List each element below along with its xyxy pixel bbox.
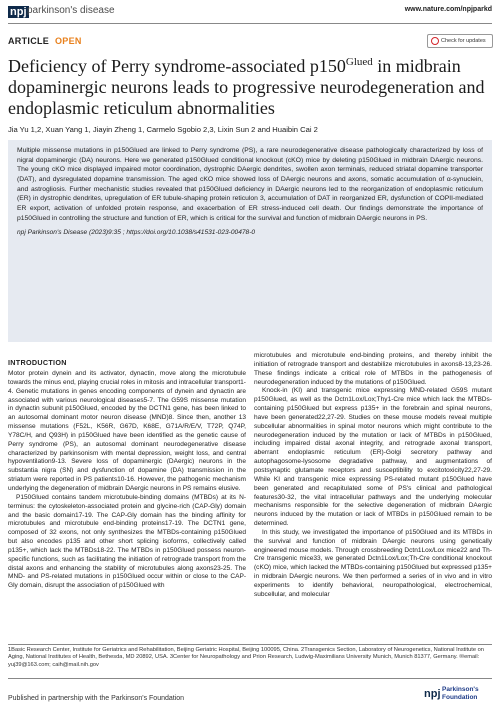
npj-logo[interactable]: npj: [10, 6, 27, 18]
journal-url-link[interactable]: www.nature.com/npjparkd: [404, 6, 492, 13]
check-for-updates-button[interactable]: [427, 34, 493, 48]
abstract-box: [8, 140, 492, 342]
body-column-right: [254, 352, 492, 600]
body-paragraph: Knock-in (KI) and transgenic mice expressing MND-related G59S mutant p150Glued, as well as the Dctn1Lox/Lox;Thy1-Cre mice which lack the MTBDs-containing p150Glued but express p135+ in the forebrain and spinal neurons, have been generated22,27-29. Studies on these mouse models reveal multiple subcellular abnormalities in spinal motor neurons which might contribute to the neurodegeneration induced by the mutation or lack of MTBDs in p150Glued, including impaired distal axonal integrity, and retrograde axonal transport, aberrant endoplasmic reticulum (ER)-Golgi secretory pathway and autophagosome-lysosome degradative pathway, and augmentations of postsynaptic glutamate receptors and susceptibility to excitotoxicity22,27-29. While KI and transgenic mice expressing PS-related mutant p150Glued have been generated and recapitulated some of PS's clinical and pathological features30-32, the vital intracellular pathways and the underlying molecular mechanisms responsible for the selective degeneration of midbrain DAergic neurons induced by the mutation or lack of MTBDs in p150Glued remain to be determined.: [254, 387, 492, 528]
body-paragraph: P150Glued contains tandem microtubule-binding domains (MTBDs) at its N-terminus: the cytoskeleton-associated protein and glycine-rich (CAP-Gly) domain and the basic domain17-19. The CAP-Gly domain has the binding affinity for microtubules and microtubule end-binding proteins17-19. The DCTN1 gene, composed of 32 exons, not only synthesizes the MTBDs-containing p150Glued but also encodes p135 and other short splicing isoforms, collectively called p135+, which lack the MTBDs18-22. The MTBDs in p150Glued possess neuron-specific functions, such as facilitating the initiation of retrograde transport from the distal axons and enhancing the stability of microtubules along axons23-25. The MND- and PS-related mutations in p150Glued occur within or close to the CAP-Gly domain, disrupt the association of p150Glued with: [8, 493, 246, 590]
footnote-divider: [8, 644, 492, 645]
foundation-name-line2: Foundation: [442, 693, 478, 701]
open-access-label: OPEN: [55, 36, 82, 46]
article-type-label: ARTICLE: [8, 36, 50, 46]
body-column-left: [8, 352, 246, 591]
body-paragraph: In this study, we investigated the importance of p150Glued and its MTBDs in the survival and function of midbrain DAergic neurons using genetically engineered mouse models. Through crossbreeding Dctn1Lox/Lox mice22 and Th-Cre transgenic mice33, we generated Dctn1Lox/Lox;Th-Cre conditional knockout (cKO) mice, which lacked the MTBDs-containing p150Glued but expressed p135+ in midbrain DAergic neurons. We then performed a series of in vivo and in vitro experiments to identify behavioral, neuropathological, electrochemical, subcellular, and molecular: [254, 528, 492, 598]
abstract-text: Multiple missense mutations in p150Glued are linked to Perry syndrome (PS), a rare neurodegenerative disease pathologically characterized by loss of nigral dopaminergic (DA) neurons. Here we generated p150Glued conditional knockout (cKO) mice by deleting p150Glued in midbrain DAergic neurons. The young cKO mice displayed impaired motor coordination, dystrophic DAergic dendrites, swollen axon terminals, reduced striatal dopamine transporter (DAT), and dysregulated dopamine transmission. The aged cKO mice showed loss of DAergic neurons and axons, somatic accumulation of α-synuclein, and astrogliosis. Further mechanistic studies revealed that p150Glued deficiency in DAergic neurons led to the reorganization of endoplasmic reticulum (ER) in dystrophic dendrites, upregulation of ER tubule-shaping protein reticulon 3, accumulation of DAT in reorganized ER, dysfunction of COPII-mediated ER export, activation of unfolded protein response, and exacerbation of ER stress-induced cell death. Our findings demonstrate the importance of p150Glued in controlling the structure and function of ER, which is critical for the survival and function of midbrain DAergic neurons in PS.: [17, 147, 483, 222]
parkinsons-foundation-logo: [442, 686, 492, 701]
foundation-name-line1: Parkinson's: [442, 686, 479, 693]
check-for-updates-label: Check for updates: [441, 38, 486, 44]
introduction-heading: INTRODUCTION: [8, 358, 67, 367]
body-paragraph: microtubules and microtubule end-binding proteins, and thereby inhibit the initiation of retrograde transport and destabilize microtubules in axons8-13,23-26. These findings indicate a critical role of MTBDs in the pathogenesis of neurodegeneration induced by the mutations of p150Glued.: [254, 352, 492, 386]
author-affiliations: 1Basic Research Center, Institute for Geriatrics and Rehabilitation, Beijing Geriatric Hospital, Beijing 100095, China. 2Transgenics Section, Laboratory of Neurogenetics, National Institute on Aging, National Institutes of Health, Bethesda, MD 20892, USA. 3Center for Neuropathology and Prion Research, Ludwig-Maximilians University Munich, Munich 81377, Germany. ✉email: yuj39@163.com; caih@mail.nih.gov: [8, 647, 484, 668]
footer-divider: [8, 678, 492, 679]
publisher-note: Published in partnership with the Parkinson's Foundation: [8, 695, 185, 702]
npj-footer-logo: npj: [424, 688, 441, 700]
article-title: Deficiency of Perry syndrome-associated $p150^{Glued}$ in midbrain dopaminergic neurons leads to progressive neurodegeneration and endoplasmic reticulum abnormalities: [8, 56, 485, 118]
body-paragraph: Motor protein dynein and its activator, dynactin, move along the microtubule towards the minus end, playing crucial roles in mitosis and intracellular transport1-4. Genetic mutations in genes encoding components of dynein and dynactin are associated with various neurological diseases5-7. The G59S missense mutation in dynactin subunit p150Glued, encoded by the DCTN1 gene, has been linked to an autosomal dominant motor neuron disease (MND)8. Since then, another 13 missense mutations (F52L, K56R, G67D, K68E, G71A/R/E/V, T72P, Q74P, Y78C/H, and Q93H) in p150Glued have been identified as the genetic cause of Perry syndrome (PS), an autosomal dominant neurodegenerative disease characterized by parkinsonism with mental depression, weight loss, and central hypoventilation9-13. Severe loss of dopaminergic (DAergic) neurons in the substantia nigra (SN) and dysfunction of dopamine (DA) transmission in the striatum were reported in PS patients10-16. However, the pathogenic mechanism underlying the degeneration of midbrain DAergic neurons in PS remains elusive.: [8, 370, 246, 492]
crossmark-icon: [431, 37, 439, 45]
doi-citation[interactable]: npj Parkinson's Disease (2023)9:35 ; https://doi.org/10.1038/s41531-023-00478-0: [17, 229, 256, 237]
author-list[interactable]: Jia Yu 1,2, Xuan Yang 1, Jiayin Zheng 1, Carmelo Sgobio 2,3, Lixin Sun 2 and Huaibin Cai 2: [8, 125, 318, 134]
header-divider: [8, 23, 492, 24]
journal-name[interactable]: parkinson's disease: [27, 5, 115, 16]
